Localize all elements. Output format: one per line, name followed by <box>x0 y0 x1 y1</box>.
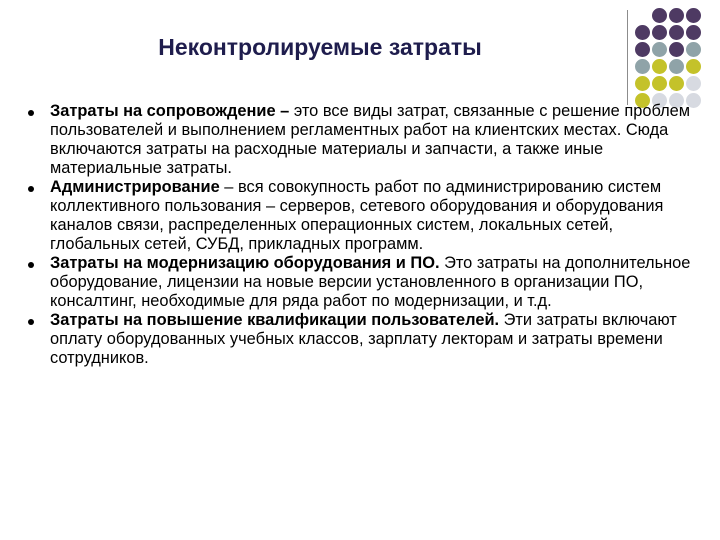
item-text: Это затраты на дополнительное оборудование, лицензии на новые версии установленного в организации ПО, консалтинг, необходимые для ряда работ по модернизации, и т.д. <box>50 254 691 310</box>
item-heading: Затраты на модернизацию оборудования и ПО. <box>50 254 440 272</box>
bullet-list <box>28 102 698 368</box>
decorative-dot <box>652 59 667 74</box>
item-heading: Затраты на повышение квалификации пользователей. <box>50 311 500 329</box>
decorative-dot <box>669 8 684 23</box>
item-heading: Администрирование <box>50 178 220 196</box>
decorative-dot <box>686 8 701 23</box>
decorative-dot <box>652 25 667 40</box>
decorative-dot <box>652 42 667 57</box>
list-item <box>28 178 698 254</box>
list-item <box>28 102 698 178</box>
decorative-dot <box>669 42 684 57</box>
item-heading: Затраты на сопровождение – <box>50 102 290 120</box>
bullet-icon <box>28 110 34 116</box>
decorative-dot <box>669 76 684 91</box>
item-text: – вся совокупность работ по администрированию систем коллективного пользования – серверов, сетевого оборудования и оборудования каналов связи, распределенных операционных систем, локальных сетей, глобальных сетей, СУБД, прикладных программ. <box>50 178 664 253</box>
decorative-dot <box>669 59 684 74</box>
decorative-dot <box>635 59 650 74</box>
decorative-dot <box>686 25 701 40</box>
bullet-icon <box>28 186 34 192</box>
slide-title: Неконтролируемые затраты <box>158 34 482 60</box>
decorative-dot <box>686 76 701 91</box>
decorative-dot <box>635 76 650 91</box>
decorative-dot <box>652 8 667 23</box>
list-item <box>28 311 698 368</box>
item-text: это все виды затрат, связанные с решение проблем пользователей и выполнением регламентных работ на клиентских местах. Сюда включаются затраты на расходные материалы и запчасти, а также иные материальные затраты. <box>50 102 691 177</box>
bullet-icon <box>28 262 34 268</box>
item-text: Эти затраты включают оплату оборудованных учебных классов, зарплату лекторам и затраты времени сотрудников. <box>50 311 677 367</box>
bullet-icon <box>28 319 34 325</box>
decorative-dot <box>652 76 667 91</box>
decorative-dot <box>686 42 701 57</box>
decorative-dot <box>686 59 701 74</box>
decorative-dot <box>669 25 684 40</box>
list-item <box>28 254 698 311</box>
